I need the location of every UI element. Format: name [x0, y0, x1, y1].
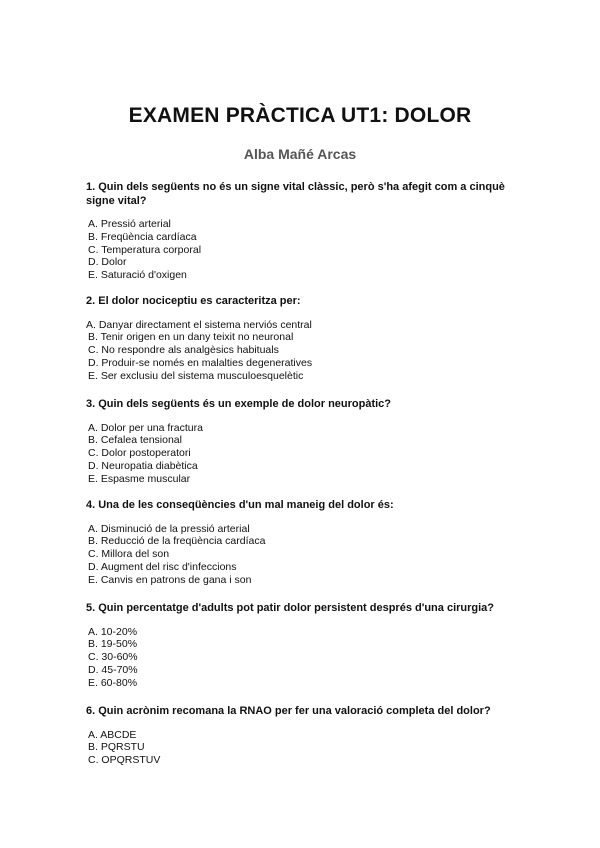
- option-b: B. Cefalea tensional: [88, 434, 182, 447]
- answer-options: [86, 626, 516, 690]
- option-e: E. Saturació d'oxigen: [88, 269, 187, 282]
- option-c: C. Dolor postoperatori: [88, 447, 191, 460]
- answer-options: [86, 422, 516, 486]
- question-text: 4. Una de les conseqüències d'un mal maneig del dolor és:: [86, 499, 394, 511]
- author-name: Alba Mañé Arcas: [243, 146, 357, 162]
- question-text: 3. Quin dels següents és un exemple de dolor neuropàtic?: [86, 398, 392, 410]
- option-b: B. Reducció de la freqüència cardíaca: [88, 535, 266, 548]
- question-text: 2. El dolor nociceptiu es caracteritza per:: [86, 295, 301, 307]
- option-d: D. 45-70%: [88, 663, 138, 676]
- option-e: E. Espasme muscular: [88, 472, 191, 485]
- exam-title: EXAMEN PRÀCTICA UT1: DOLOR: [128, 104, 472, 127]
- question-6: [86, 705, 516, 767]
- option-a: A. ABCDE: [88, 728, 137, 741]
- question-3: [86, 398, 516, 485]
- answer-options: [86, 523, 516, 587]
- answer-options: [86, 729, 516, 767]
- option-a: A. 10-20%: [88, 625, 138, 638]
- question-text: 5. Quin percentatge d'adults pot patir dolor persistent després d'una cirurgia?: [86, 602, 495, 614]
- option-a: A. Danyar directament el sistema nerviós central: [86, 318, 312, 331]
- option-d: D. Produir-se només en malalties degeneratives: [88, 356, 313, 369]
- question-1: [86, 181, 516, 282]
- question-text: 6. Quin acrònim recomana la RNAO per fer una valoració completa del dolor?: [86, 705, 491, 717]
- option-c: C. Temperatura corporal: [88, 243, 202, 256]
- option-a: A. Disminució de la pressió arterial: [88, 522, 250, 535]
- option-e: E. Ser exclusiu del sistema musculoesquelètic: [88, 369, 304, 382]
- answer-options: [86, 218, 516, 282]
- option-b: B. PQRSTU: [88, 741, 145, 754]
- option-a: A. Pressió arterial: [88, 218, 171, 230]
- option-b: B. Tenir origen en un dany teixit no neuronal: [88, 331, 294, 344]
- option-b: B. Freqüència cardíaca: [88, 230, 197, 243]
- option-e: E. 60-80%: [88, 676, 138, 689]
- question-text: 1. Quin dels següents no és un signe vital clàssic, però s'ha afegit com a cinquè signe vital?: [86, 181, 505, 207]
- option-c: C. Millora del son: [88, 548, 170, 561]
- option-b: B. 19-50%: [88, 638, 138, 651]
- option-a: A. Dolor per una fractura: [88, 421, 203, 434]
- question-5: [86, 602, 516, 689]
- option-c: C. 30-60%: [88, 651, 138, 664]
- question-2: [86, 295, 516, 382]
- option-d: D. Dolor: [88, 256, 127, 269]
- option-c: C. OPQRSTUV: [88, 754, 161, 767]
- answer-options: [86, 319, 516, 383]
- option-d: D. Neuropatia diabètica: [88, 459, 198, 472]
- option-e: E. Canvis en patrons de gana i son: [88, 573, 252, 586]
- option-c: C. No respondre als analgèsics habituals: [88, 344, 279, 357]
- option-d: D. Augment del risc d'infeccions: [88, 560, 237, 573]
- question-4: [86, 499, 516, 586]
